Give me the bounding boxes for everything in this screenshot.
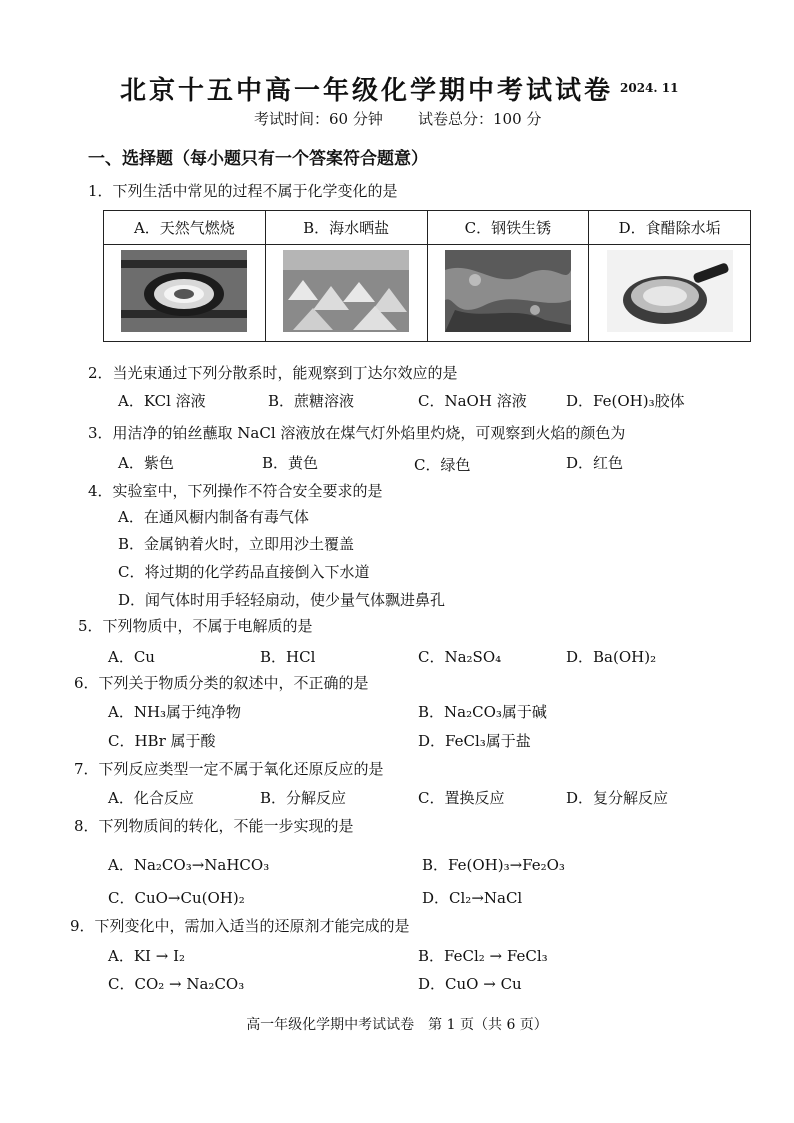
question-3-stem: 3．用洁净的铂丝蘸取 NaCl 溶液放在煤气灯外焰里灼烧，可观察到火焰的颜色为 <box>88 424 626 442</box>
q8-option-c[interactable]: C．CuO→Cu(OH)₂ <box>108 889 245 907</box>
q3-option-a[interactable]: A．紫色 <box>118 454 174 472</box>
q8-option-b[interactable]: B．Fe(OH)₃→Fe₂O₃ <box>422 856 565 874</box>
q5-option-a[interactable]: A．Cu <box>108 648 155 666</box>
q1-option-d[interactable]: D．食醋除水垢 <box>589 211 751 245</box>
q5-option-c[interactable]: C．Na₂SO₄ <box>418 648 502 666</box>
q9-option-d[interactable]: D．CuO → Cu <box>418 975 522 993</box>
question-1-stem: 1．下列生活中常见的过程不属于化学变化的是 <box>88 182 398 200</box>
q9-option-b[interactable]: B．FeCl₂ → FeCl₃ <box>418 947 548 965</box>
q6-option-c[interactable]: C．HBr 属于酸 <box>108 732 216 750</box>
q1-option-a[interactable]: A．天然气燃烧 <box>104 211 266 245</box>
q6-option-b[interactable]: B．Na₂CO₃属于碱 <box>418 703 547 721</box>
q9-option-a[interactable]: A．KI → I₂ <box>108 947 186 965</box>
question-9-stem: 9．下列变化中，需加入适当的还原剂才能完成的是 <box>70 917 410 935</box>
q7-option-d[interactable]: D．复分解反应 <box>566 789 669 807</box>
question-1-table <box>103 210 751 342</box>
q2-option-a[interactable]: A．KCl 溶液 <box>118 392 206 410</box>
q3-option-c[interactable]: C．绿色 <box>414 456 471 474</box>
q7-option-c[interactable]: C．置换反应 <box>418 789 505 807</box>
salt-pans-image <box>283 250 409 332</box>
gas-stove-flame-image <box>121 250 247 332</box>
q6-option-d[interactable]: D．FeCl₃属于盐 <box>418 732 531 750</box>
q6-option-a[interactable]: A．NH₃属于纯净物 <box>108 703 242 721</box>
question-4-stem: 4．实验室中，下列操作不符合安全要求的是 <box>88 482 383 500</box>
question-6-stem: 6．下列关于物质分类的叙述中，不正确的是 <box>74 674 369 692</box>
q3-option-d[interactable]: D．红色 <box>566 454 624 472</box>
rusty-steel-image <box>445 250 571 332</box>
q7-option-a[interactable]: A．化合反应 <box>108 789 194 807</box>
kettle-descaling-image <box>607 250 733 332</box>
q7-option-b[interactable]: B．分解反应 <box>260 789 347 807</box>
q4-option-b[interactable]: B．金属钠着火时，立即用沙土覆盖 <box>118 535 355 553</box>
q8-option-d[interactable]: D．Cl₂→NaCl <box>422 889 523 907</box>
q4-option-a[interactable]: A．在通风橱内制备有毒气体 <box>118 508 309 526</box>
q2-option-c[interactable]: C．NaOH 溶液 <box>418 392 527 410</box>
q3-option-b[interactable]: B．黄色 <box>262 454 319 472</box>
q8-option-a[interactable]: A．Na₂CO₃→NaHCO₃ <box>108 856 270 874</box>
question-7-stem: 7．下列反应类型一定不属于氧化还原反应的是 <box>74 760 384 778</box>
exam-time: 考试时间：60 分钟 <box>254 110 383 128</box>
page-title: 北京十五中高一年级化学期中考试试卷 <box>120 76 614 106</box>
q1-option-c[interactable]: C．钢铁生锈 <box>427 211 589 245</box>
exam-date: 2024. 11 <box>620 81 679 95</box>
q1-option-b[interactable]: B．海水晒盐 <box>265 211 427 245</box>
question-2-stem: 2．当光束通过下列分散系时，能观察到丁达尔效应的是 <box>88 364 458 382</box>
total-score: 试卷总分：100 分 <box>418 110 542 128</box>
q2-option-b[interactable]: B．蔗糖溶液 <box>268 392 355 410</box>
q9-option-c[interactable]: C．CO₂ → Na₂CO₃ <box>108 975 245 993</box>
q4-option-c[interactable]: C．将过期的化学药品直接倒入下水道 <box>118 563 370 581</box>
page-footer: 高一年级化学期中考试试卷 第 1 页（共 6 页） <box>246 1017 548 1033</box>
q5-option-b[interactable]: B．HCl <box>260 648 316 666</box>
question-8-stem: 8．下列物质间的转化，不能一步实现的是 <box>74 817 354 835</box>
q4-option-d[interactable]: D．闻气体时用手轻轻扇动，使少量气体飘进鼻孔 <box>118 591 446 609</box>
section-heading: 一、选择题（每小题只有一个答案符合题意） <box>88 149 428 169</box>
q5-option-d[interactable]: D．Ba(OH)₂ <box>566 648 657 666</box>
question-5-stem: 5．下列物质中，不属于电解质的是 <box>78 617 313 635</box>
q2-option-d[interactable]: D．Fe(OH)₃胶体 <box>566 392 685 410</box>
